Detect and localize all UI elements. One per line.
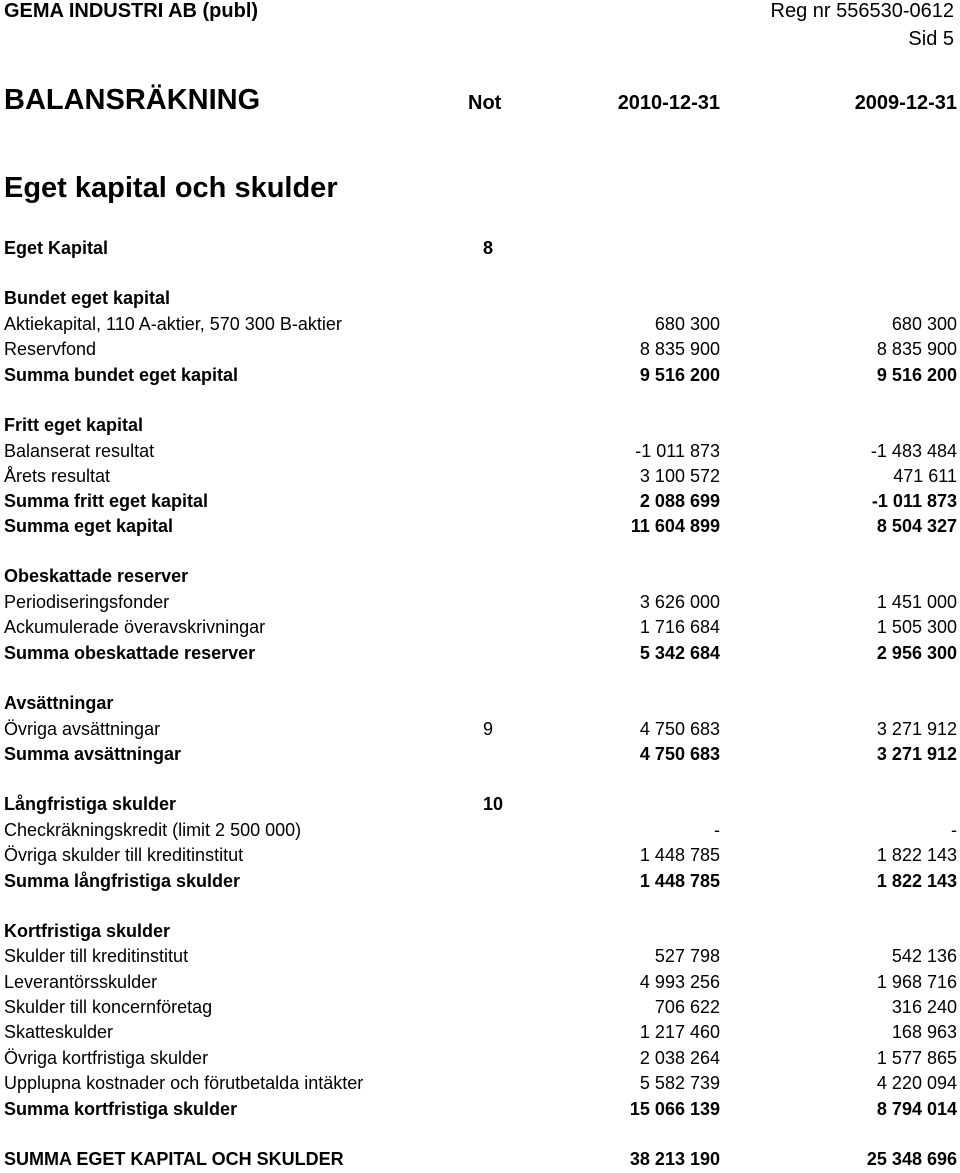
row-label: Skulder till kreditinstitut [4, 946, 189, 966]
row-label: Summa bundet eget kapital [4, 365, 239, 385]
row-value-2010: 5 342 684 [639, 643, 720, 663]
row-value-2010: 1 217 460 [639, 1022, 720, 1042]
table-row [0, 415, 960, 439]
table-row [0, 516, 960, 540]
row-value-2010: 11 604 899 [630, 516, 720, 536]
table-row [0, 871, 960, 895]
row-label: SUMMA EGET KAPITAL OCH SKULDER [4, 1149, 344, 1169]
table-row [0, 972, 960, 996]
table-row [0, 491, 960, 515]
row-label: Checkräkningskredit (limit 2 500 000) [4, 820, 302, 840]
row-value-2010: 8 835 900 [639, 339, 720, 359]
page-number: Sid 5 [908, 28, 954, 50]
row-note: 8 [483, 238, 494, 258]
row-value-2009: 471 611 [893, 466, 957, 486]
row-value-2010: 527 798 [654, 946, 720, 966]
row-label: Aktiekapital, 110 A-aktier, 570 300 B-aktier [4, 314, 342, 334]
row-label: Periodiseringsfonder [4, 592, 170, 612]
row-value-2009: 4 220 094 [876, 1073, 957, 1093]
row-value-2010: 4 750 683 [639, 744, 720, 764]
row-value-2009: 1 968 716 [876, 972, 957, 992]
row-label: Summa kortfristiga skulder [4, 1099, 238, 1119]
row-value-2010: 706 622 [654, 997, 720, 1017]
page-title: BALANSRÄKNING [4, 84, 261, 116]
table-row [0, 339, 960, 363]
row-value-2009: 1 822 143 [876, 845, 957, 865]
row-value-2009: - [951, 820, 957, 840]
row-value-2009: 3 271 912 [876, 744, 957, 764]
table-row [0, 466, 960, 490]
row-value-2010: 1 448 785 [639, 871, 720, 891]
row-value-2010: 3 626 000 [639, 592, 720, 612]
row-value-2009: 9 516 200 [876, 365, 957, 385]
row-value-2009: 1 505 300 [876, 617, 957, 637]
row-label: Summa fritt eget kapital [4, 491, 209, 511]
row-value-2010: - [714, 820, 720, 840]
row-label: Reservfond [4, 339, 97, 359]
table-row [0, 845, 960, 869]
table-row [0, 314, 960, 338]
row-value-2009: 1 577 865 [876, 1048, 957, 1068]
row-label: Årets resultat [4, 466, 111, 486]
row-value-2009: 3 271 912 [876, 719, 957, 739]
row-label: Kortfristiga skulder [4, 921, 171, 941]
row-value-2010: 38 213 190 [629, 1149, 720, 1169]
row-label: Balanserat resultat [4, 441, 155, 461]
row-value-2010: 15 066 139 [629, 1099, 720, 1119]
row-value-2010: 4 993 256 [639, 972, 720, 992]
row-label: Ackumulerade överavskrivningar [4, 617, 266, 637]
row-label: Leverantörsskulder [4, 972, 158, 992]
row-label: Obeskattade reserver [4, 566, 189, 586]
row-value-2009: 680 300 [891, 314, 957, 334]
section-title: Eget kapital och skulder [4, 172, 338, 204]
row-value-2010: 9 516 200 [639, 365, 720, 385]
row-value-2009: 168 963 [891, 1022, 957, 1042]
row-note: 10 [483, 794, 504, 814]
table-row [0, 643, 960, 667]
row-note: 9 [483, 719, 494, 739]
table-row [0, 1149, 960, 1173]
row-label: Övriga skulder till kreditinstitut [4, 845, 244, 865]
table-row [0, 820, 960, 844]
table-row [0, 365, 960, 389]
table-row [0, 693, 960, 717]
row-value-2010: 1 448 785 [639, 845, 720, 865]
row-value-2010: 2 038 264 [639, 1048, 720, 1068]
table-row [0, 441, 960, 465]
row-value-2010: 1 716 684 [639, 617, 720, 637]
row-value-2009: 2 956 300 [876, 643, 957, 663]
row-value-2010: -1 011 873 [635, 441, 720, 461]
row-label: Fritt eget kapital [4, 415, 144, 435]
row-label: Övriga kortfristiga skulder [4, 1048, 209, 1068]
row-label: Upplupna kostnader och förutbetalda intäkter [4, 1073, 364, 1093]
table-row [0, 1022, 960, 1046]
table-row [0, 617, 960, 641]
row-label: Långfristiga skulder [4, 794, 177, 814]
row-label: Skatteskulder [4, 1022, 114, 1042]
row-value-2009: 8 794 014 [876, 1099, 957, 1119]
row-value-2009: -1 011 873 [871, 491, 957, 511]
table-row [0, 946, 960, 970]
row-value-2009: 8 835 900 [876, 339, 957, 359]
table-row [0, 921, 960, 945]
table-row [0, 997, 960, 1021]
row-value-2009: 1 822 143 [876, 871, 957, 891]
row-label: Summa eget kapital [4, 516, 174, 536]
column-header-year2: 2009-12-31 [854, 92, 957, 114]
row-value-2010: 680 300 [654, 314, 720, 334]
row-label: Summa avsättningar [4, 744, 182, 764]
row-value-2009: 1 451 000 [876, 592, 957, 612]
row-value-2009: 8 504 327 [876, 516, 957, 536]
table-row [0, 238, 960, 262]
row-label: Skulder till koncernföretag [4, 997, 213, 1017]
company-name: GEMA INDUSTRI AB (publ) [4, 0, 259, 22]
row-label: Eget Kapital [4, 238, 109, 258]
table-row [0, 566, 960, 590]
row-value-2009: -1 483 484 [870, 441, 957, 461]
table-row [0, 1099, 960, 1123]
row-value-2010: 3 100 572 [639, 466, 720, 486]
row-label: Summa obeskattade reserver [4, 643, 256, 663]
table-row [0, 288, 960, 312]
row-value-2009: 542 136 [891, 946, 957, 966]
table-row [0, 1073, 960, 1097]
row-value-2010: 5 582 739 [639, 1073, 720, 1093]
table-row [0, 744, 960, 768]
row-value-2009: 316 240 [891, 997, 957, 1017]
registration-number: Reg nr 556530-0612 [770, 0, 954, 22]
row-label: Summa långfristiga skulder [4, 871, 241, 891]
row-value-2009: 25 348 696 [866, 1149, 957, 1169]
row-label: Avsättningar [4, 693, 114, 713]
column-header-year1: 2010-12-31 [617, 92, 720, 114]
row-value-2010: 2 088 699 [639, 491, 720, 511]
row-label: Bundet eget kapital [4, 288, 171, 308]
table-row [0, 719, 960, 743]
table-row [0, 794, 960, 818]
row-label: Övriga avsättningar [4, 719, 161, 739]
row-value-2010: 4 750 683 [639, 719, 720, 739]
table-row [0, 592, 960, 616]
column-header-note: Not [468, 92, 502, 114]
table-row [0, 1048, 960, 1072]
